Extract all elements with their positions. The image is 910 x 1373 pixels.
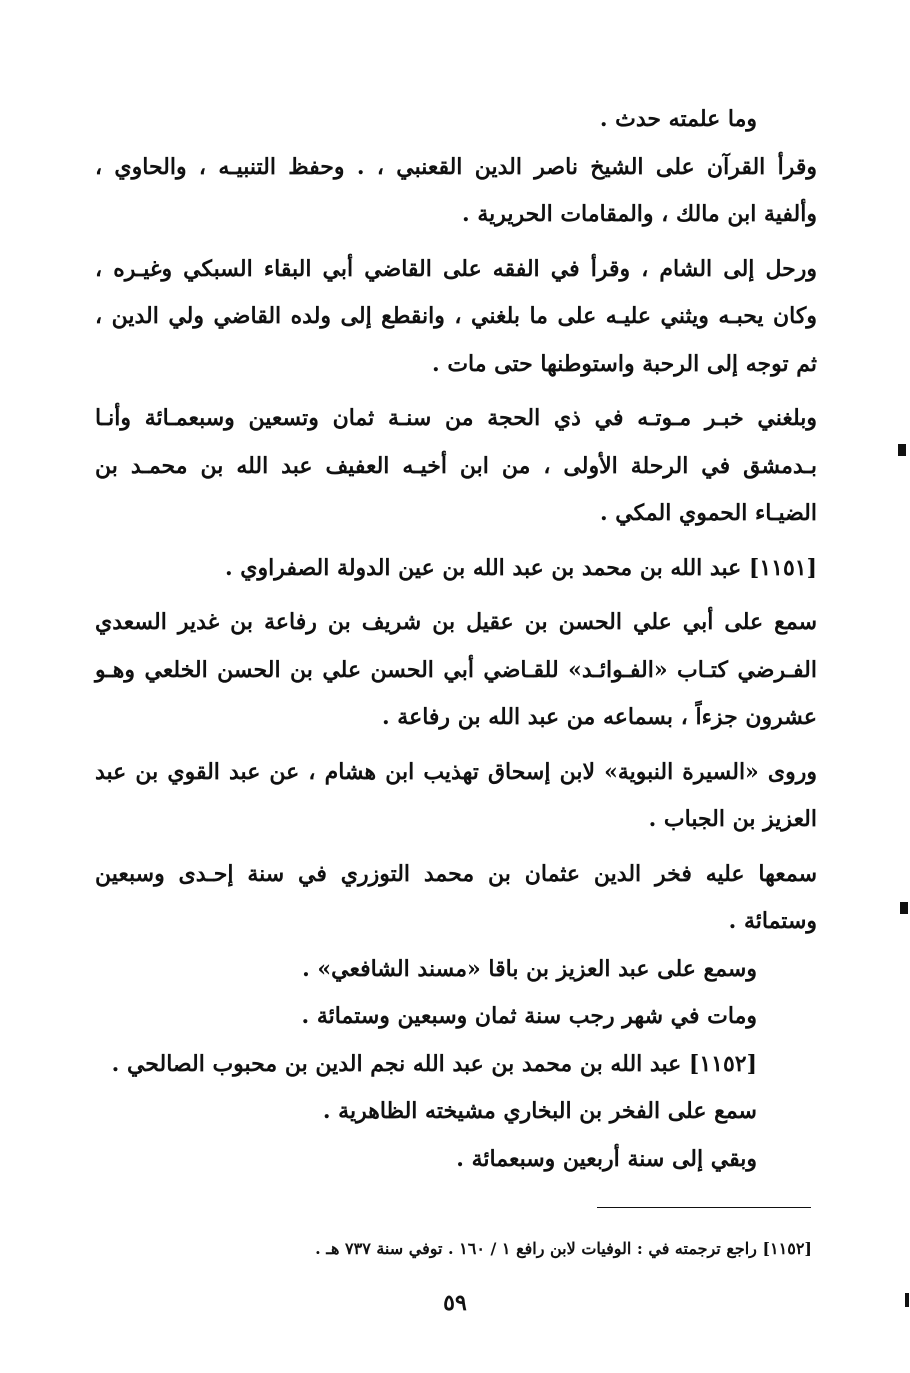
footnote-divider xyxy=(597,1207,811,1208)
paragraph-6: سمع على أبي علي الحسن بن عقيل بن شريف بن رفاعة بن غدير السعدي الفـرضي كتـاب «الفـوائـد» للقـاضي أبي الحسن علي بن الحسن الخلعي وهـو عشرون جزءاً ، بسماعه من عبد الله بن رفاعة . xyxy=(95,609,817,730)
entry-heading-1151: [١١٥١] عبد الله بن محمد بن عبد الله بن عين الدولة الصفراوي . xyxy=(224,554,817,581)
paragraph-3: ورحل إلى الشام ، وقرأ في الفقه على القاضي أبي البقاء السبكي وغيـره ، وكان يحبـه ويثني عليـه على ما بلغني ، وانقطع إلى ولده القاضي ولي الدين ، ثم توجه إلى الرحبة واستوطنها حتى مات . xyxy=(95,255,817,377)
margin-mark xyxy=(900,902,908,914)
paragraph-4: وبلغني خبـر مـوتـه في ذي الحجة من سنـة ثمان وتسعين وسبعمـائة وأنـا بـدمشق في الرحلة الأولى ، من ابن أخيـه العفيف عبد الله بن محمـد بن الضيـاء الحموي المكي . xyxy=(95,405,817,526)
paragraph-2: وقرأ القرآن على الشيخ ناصر الدين القعنبي ، . وحفظ التنبيـه ، والحاوي ، وألفية ابن مالك ، والمقامات الحريرية . xyxy=(95,153,817,227)
paragraph-9: وسمع على عبد العزيز بن باقا «مسند الشافعي» . xyxy=(302,955,757,982)
paragraph-1: وما علمته حدث . xyxy=(599,106,757,132)
paragraph-12: سمع على الفخر بن البخاري مشيخته الظاهرية . xyxy=(322,1098,757,1124)
margin-mark xyxy=(898,444,906,456)
paragraph-8: سمعها عليه فخر الدين عثمان بن محمد التوزري في سنة إحـدى وسبعين وستمائة . xyxy=(95,860,817,934)
page-number: ٥٩ xyxy=(443,1290,467,1316)
entry-heading-1152: [١١٥٢] عبد الله بن محمد بن عبد الله نجم الدين بن محبوب الصالحي . xyxy=(111,1050,757,1077)
margin-mark xyxy=(905,1293,909,1307)
main-text xyxy=(95,96,817,1183)
paragraph-7: وروى «السيرة النبوية» لابن إسحاق تهذيب ابن هشام ، عن عبد القوي بن عبد العزيز بن الجباب . xyxy=(95,758,817,832)
paragraph-10: ومات في شهر رجب سنة ثمان وسبعين وستمائة . xyxy=(301,1003,757,1029)
footnote: [١١٥٢] راجع ترجمته في : الوفيات لابن رافع ١ / ١٦٠ . توفي سنة ٧٣٧ هـ . xyxy=(315,1239,812,1258)
paragraph-13: وبقي إلى سنة أربعين وسبعمائة . xyxy=(456,1145,757,1172)
